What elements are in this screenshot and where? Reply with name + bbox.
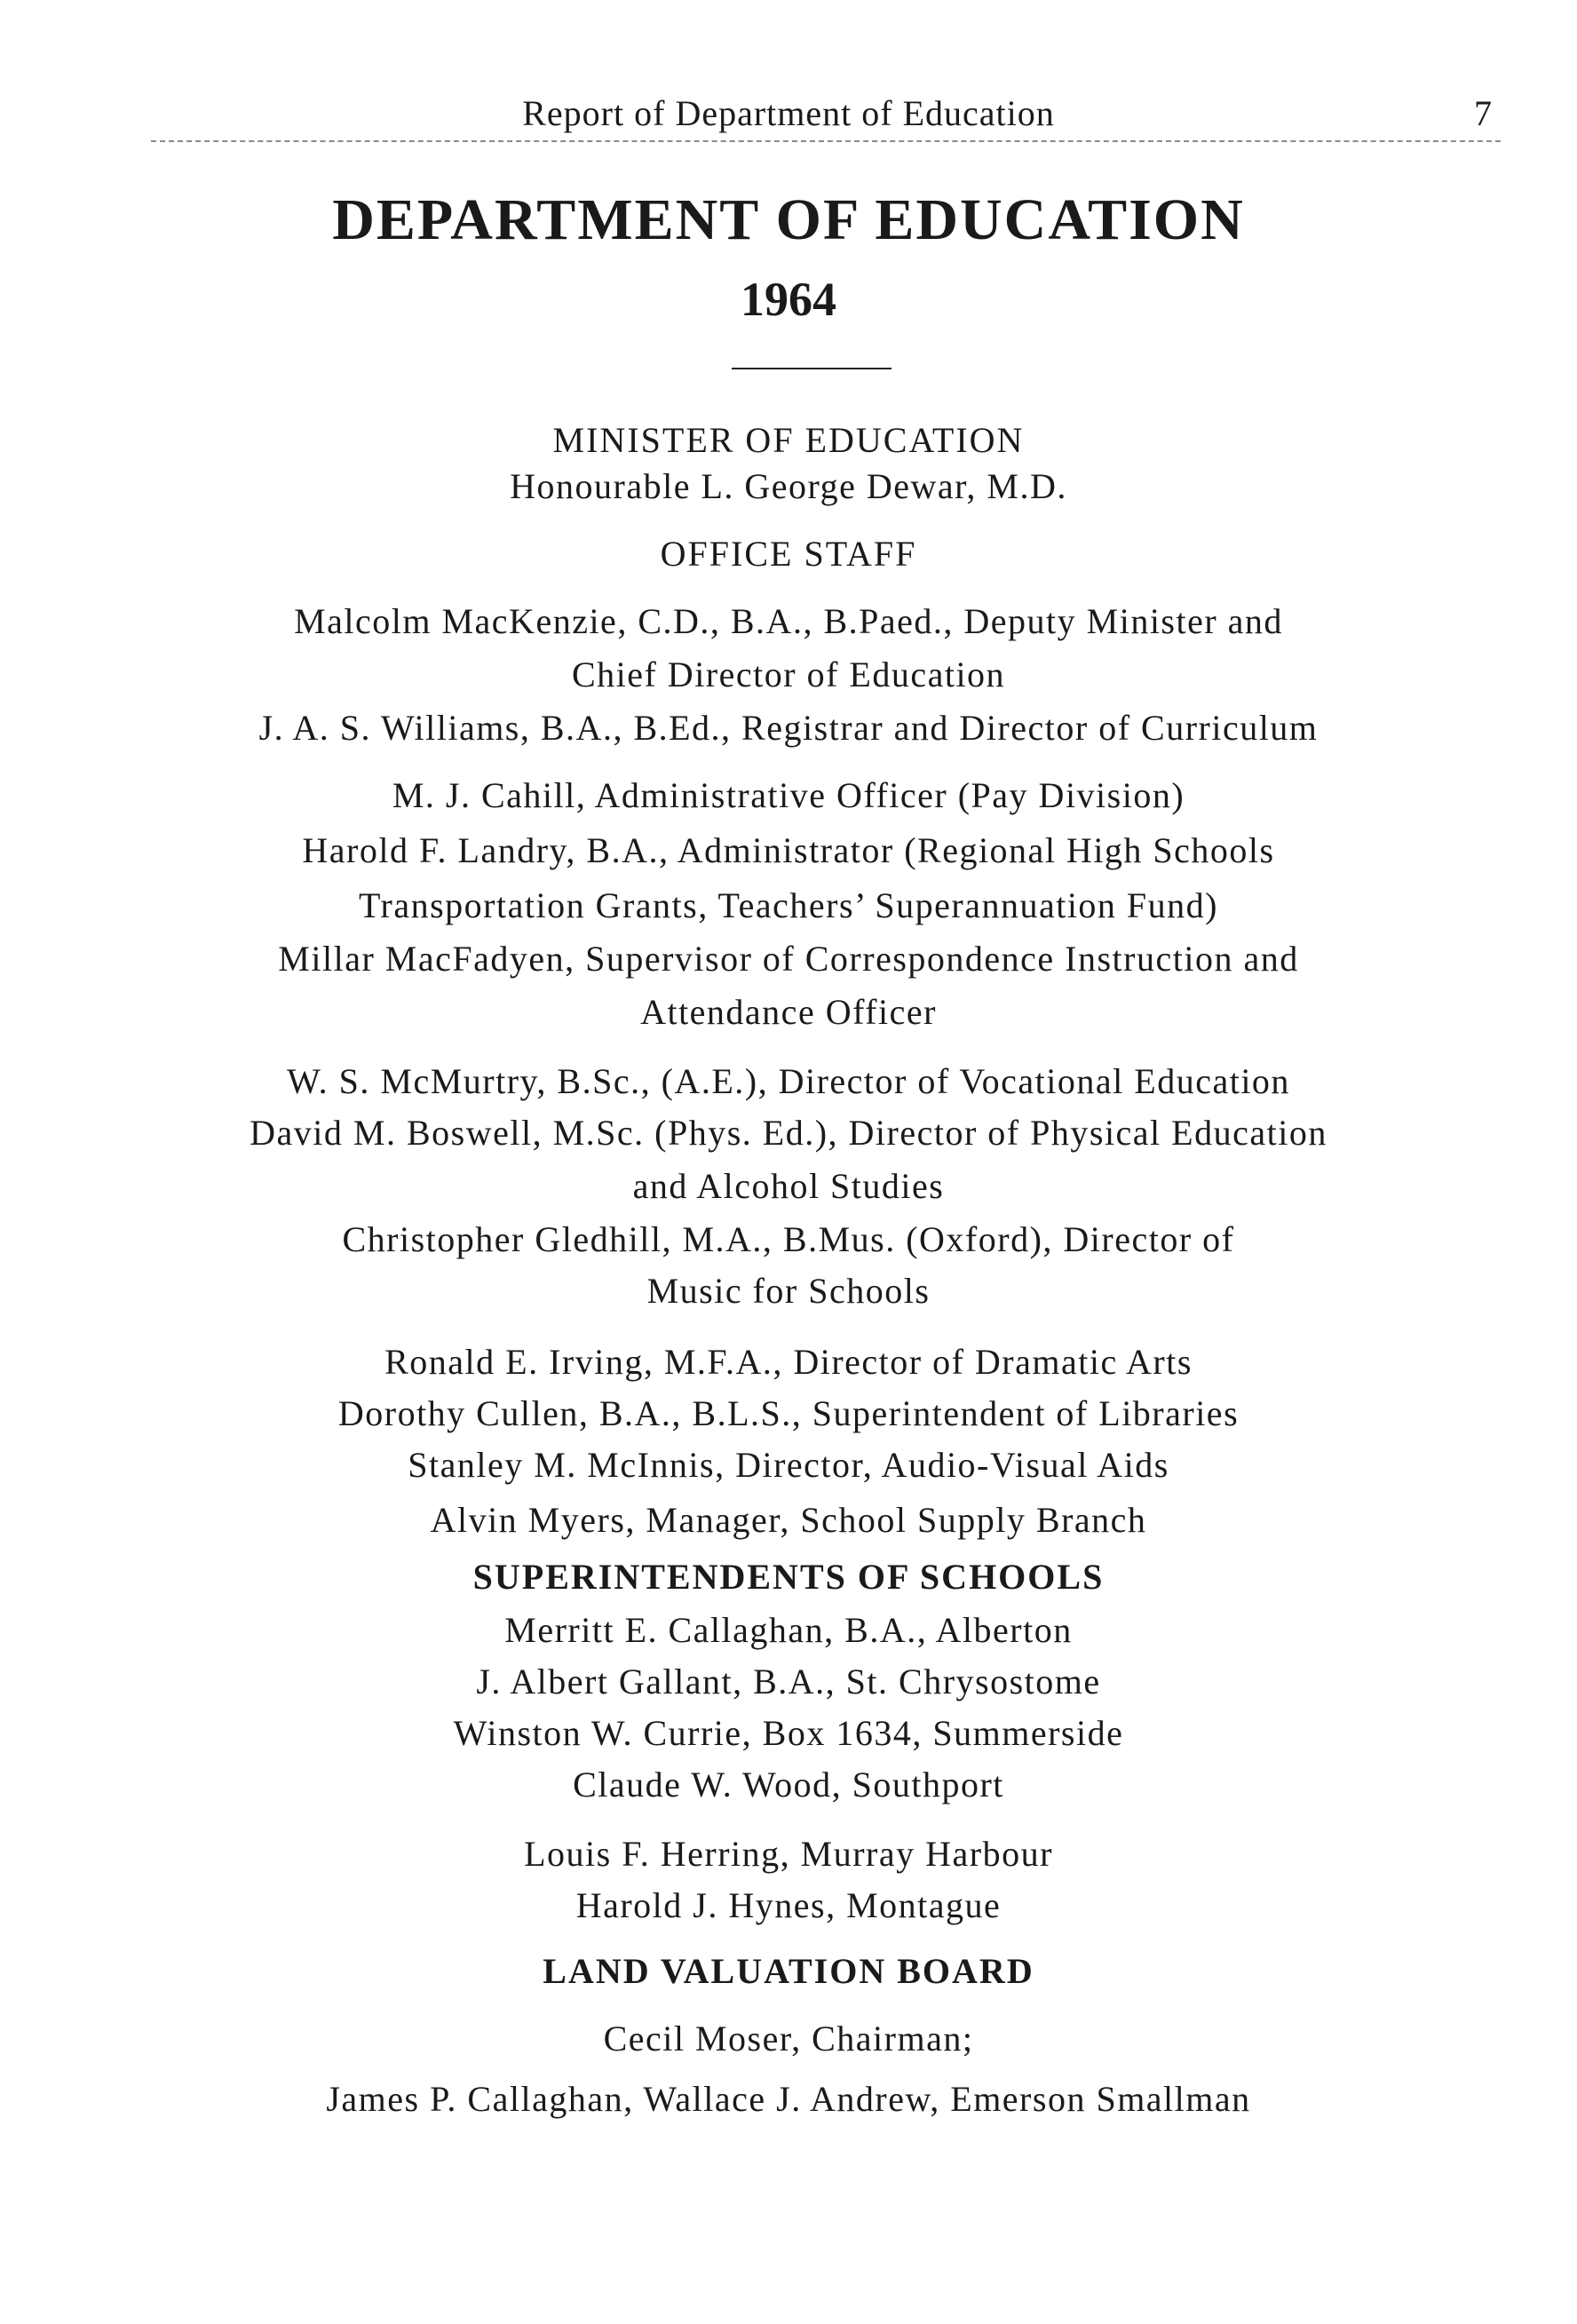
- land-valuation-heading: LAND VALUATION BOARD: [543, 1951, 1034, 1991]
- minister-heading: MINISTER OF EDUCATION: [552, 420, 1025, 460]
- office-staff-line: Christopher Gledhill, M.A., B.Mus. (Oxford), Director of: [342, 1219, 1235, 1259]
- office-staff-line: Alvin Myers, Manager, School Supply Branch: [430, 1500, 1147, 1540]
- office-staff-line: Stanley M. McInnis, Director, Audio-Visual Aids: [408, 1445, 1169, 1485]
- office-staff-line: and Alcohol Studies: [632, 1166, 945, 1206]
- minister-name: Honourable L. George Dewar, M.D.: [510, 466, 1067, 506]
- page-number: 7: [1474, 93, 1492, 133]
- office-staff-heading: OFFICE STAFF: [660, 534, 917, 574]
- page-year: 1964: [741, 273, 836, 326]
- land-valuation-line: Cecil Moser, Chairman;: [603, 2019, 974, 2058]
- office-staff-line: M. J. Cahill, Administrative Officer (Pay Division): [392, 775, 1185, 815]
- office-staff-line: W. S. McMurtry, B.Sc., (A.E.), Director of Vocational Education: [287, 1061, 1290, 1101]
- page-title: DEPARTMENT OF EDUCATION: [332, 187, 1245, 252]
- office-staff-line: Dorothy Cullen, B.A., B.L.S., Superintendent of Libraries: [337, 1393, 1240, 1433]
- superintendent-line: Louis F. Herring, Murray Harbour: [524, 1834, 1053, 1874]
- superintendents-heading: SUPERINTENDENTS OF SCHOOLS: [472, 1557, 1105, 1597]
- running-head: Report of Department of Education: [522, 93, 1055, 133]
- office-staff-line: Chief Director of Education: [571, 654, 1006, 694]
- office-staff-line: Malcolm MacKenzie, C.D., B.A., B.Paed., Deputy Minister and: [294, 601, 1283, 641]
- office-staff-line: David M. Boswell, M.Sc. (Phys. Ed.), Director of Physical Education: [250, 1113, 1327, 1153]
- office-staff-line: Music for Schools: [646, 1271, 931, 1311]
- land-valuation-line: James P. Callaghan, Wallace J. Andrew, Emerson Smallman: [326, 2079, 1251, 2119]
- office-staff-line: Ronald E. Irving, M.F.A., Director of Dramatic Arts: [384, 1342, 1193, 1382]
- office-staff-line: Attendance Officer: [640, 992, 937, 1032]
- office-staff-line: J. A. S. Williams, B.A., B.Ed., Registrar and Director of Curriculum: [258, 708, 1319, 748]
- superintendent-line: J. Albert Gallant, B.A., St. Chrysostome: [476, 1662, 1101, 1701]
- superintendent-line: Merritt E. Callaghan, B.A., Alberton: [504, 1610, 1073, 1650]
- office-staff-line: Transportation Grants, Teachers’ Superannuation Fund): [358, 885, 1218, 925]
- superintendent-line: Harold J. Hynes, Montague: [575, 1885, 1002, 1925]
- office-staff-line: Millar MacFadyen, Supervisor of Correspondence Instruction and: [278, 939, 1299, 979]
- title-divider: [732, 368, 892, 369]
- office-staff-line: Harold F. Landry, B.A., Administrator (Regional High Schools: [302, 830, 1275, 870]
- superintendent-line: Winston W. Currie, Box 1634, Summerside: [453, 1713, 1124, 1753]
- superintendent-line: Claude W. Wood, Southport: [573, 1765, 1004, 1804]
